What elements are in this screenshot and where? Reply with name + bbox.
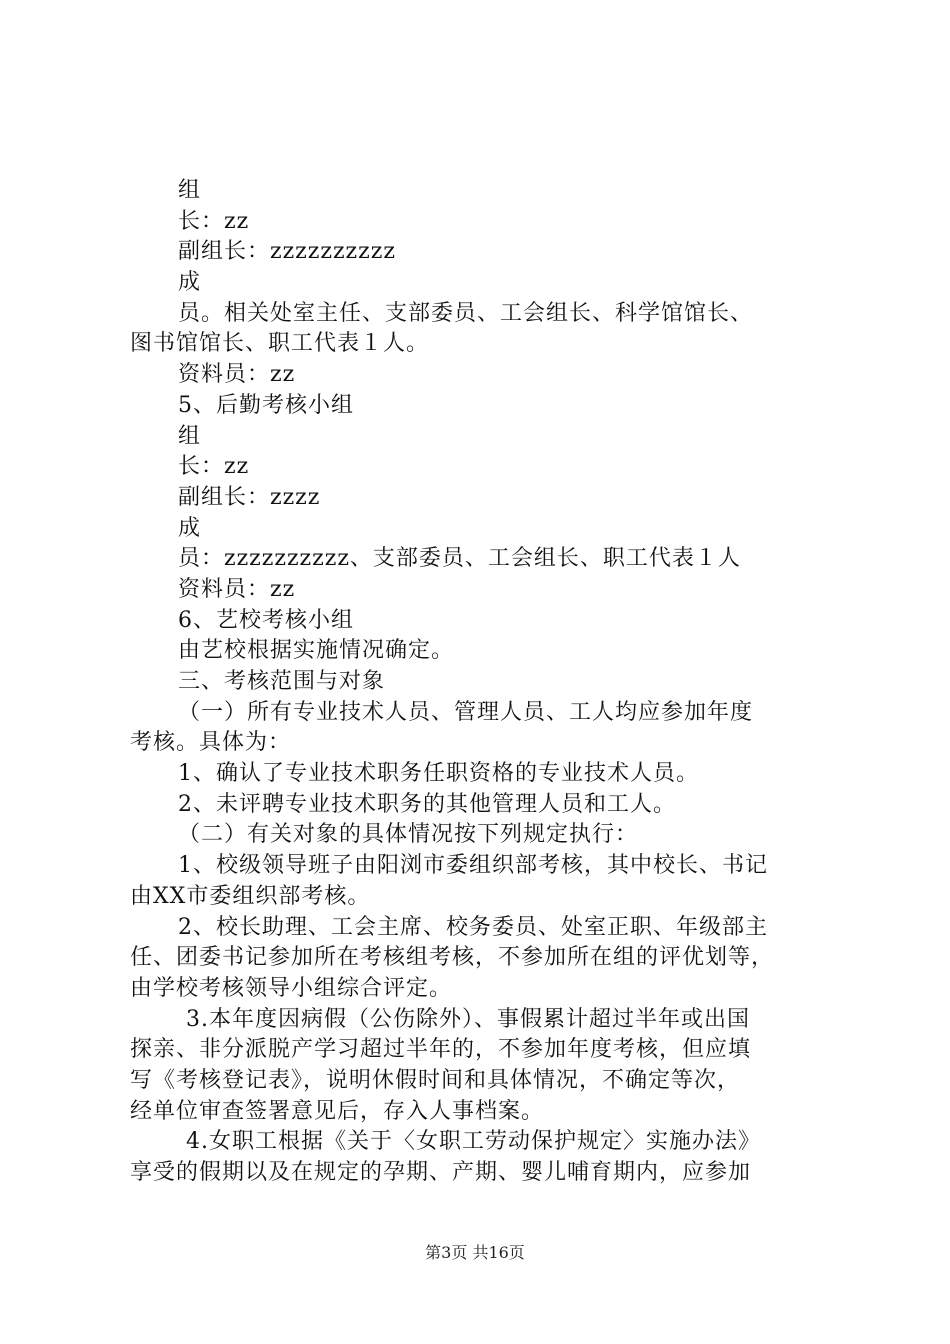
text-line: 5、后勤考核小组 xyxy=(178,392,354,418)
text-line: 3.本年度因病假（公伤除外）、事假累计超过半年或出国 xyxy=(186,1006,750,1032)
document-body xyxy=(130,176,830,1189)
text-line: 资料员：zz xyxy=(178,362,296,388)
text-line: 6、艺校考核小组 xyxy=(178,607,354,633)
text-line: 写《考核登记表》，说明休假时间和具体情况，不确定等次， xyxy=(130,1067,741,1093)
text-line: 长：zz xyxy=(178,208,250,234)
text-line: （二）有关对象的具体情况按下列规定执行： xyxy=(178,822,639,848)
text-line: 由艺校根据实施情况确定。 xyxy=(178,638,455,664)
text-line: 由XX市委组织部考核。 xyxy=(130,883,371,909)
text-line: 1、确认了专业技术职务任职资格的专业技术人员。 xyxy=(178,761,699,787)
text-line: 长：zz xyxy=(178,454,250,480)
text-line: 组 xyxy=(178,178,202,203)
text-line: 1、校级领导班子由阳浏市委组织部考核，其中校长、书记 xyxy=(178,853,768,879)
text-line: 成 xyxy=(178,515,202,541)
text-line: 员。相关处室主任、支部委员、工会组长、科学馆馆长、 xyxy=(178,300,754,326)
text-line: 由学校考核领导小组综合评定。 xyxy=(130,975,453,1001)
text-line: （一）所有专业技术人员、管理人员、工人均应参加年度 xyxy=(178,699,754,725)
text-line: 享受的假期以及在规定的孕期、产期、婴儿哺育期内，应参加 xyxy=(130,1160,752,1185)
text-line: 4.女职工根据《关于〈女职工劳动保护规定〉实施办法》 xyxy=(186,1129,761,1155)
text-line: 考核。具体为： xyxy=(130,730,292,756)
text-line: 成 xyxy=(178,270,202,296)
text-line: 探亲、非分派脱产学习超过半年的，不参加年度考核，但应填 xyxy=(130,1037,752,1063)
text-line: 经单位审查签署意见后，存入人事档案。 xyxy=(130,1098,545,1124)
text-line: 任、团委书记参加所在考核组考核，不参加所在组的评优划等， xyxy=(130,945,775,971)
text-line: 副组长：zzzzzzzzzz xyxy=(178,239,396,265)
text-line: 组 xyxy=(178,423,202,449)
page-footer: 第3页 共16页 xyxy=(425,1243,525,1262)
text-line: 资料员：zz xyxy=(178,576,296,602)
text-line: 2、校长助理、工会主席、校务委员、处室正职、年级部主 xyxy=(178,914,768,940)
text-line: 三、考核范围与对象 xyxy=(178,669,386,694)
text-line: 员：zzzzzzzzzz、支部委员、工会组长、职工代表１人 xyxy=(178,546,741,572)
text-line: 图书馆馆长、职工代表１人。 xyxy=(130,331,430,357)
text-line: 2、未评聘专业技术职务的其他管理人员和工人。 xyxy=(178,791,676,817)
text-line: 副组长：zzzz xyxy=(178,484,321,510)
